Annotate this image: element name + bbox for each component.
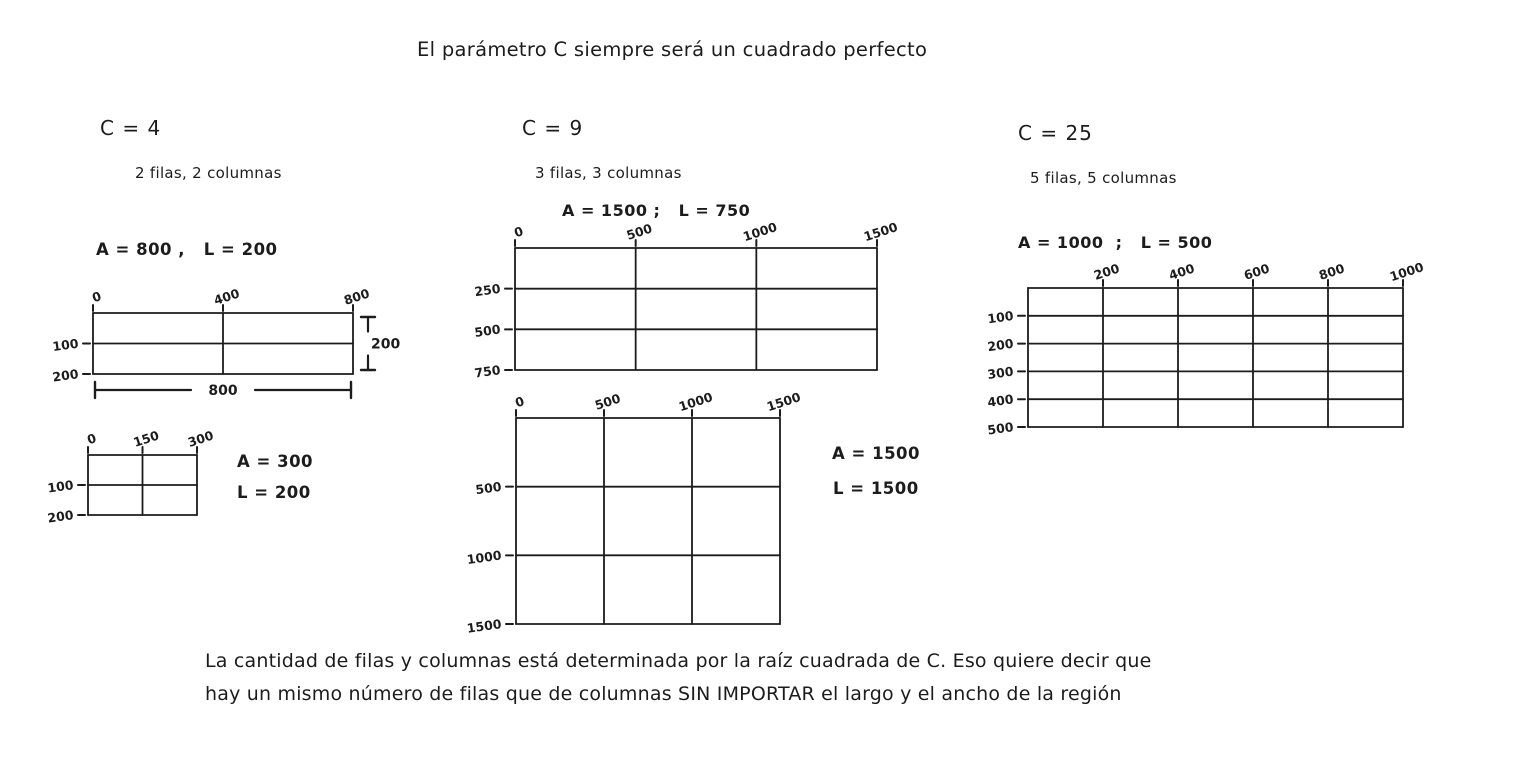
section-c4-params: A = 800 , L = 200 xyxy=(96,240,278,259)
grid-c25-main xyxy=(978,256,1453,477)
section-c4-heading: C = 4 xyxy=(100,116,162,140)
grid-svg xyxy=(38,423,247,565)
y-tick-label: 500 xyxy=(474,478,503,498)
x-tick-label: 150 xyxy=(131,427,161,450)
x-tick-label: 200 xyxy=(1091,260,1122,283)
x-tick-label: 1000 xyxy=(1387,259,1426,285)
section-c9-params: A = 1500 ; L = 750 xyxy=(562,201,751,220)
section-c25-params: A = 1000 ; L = 500 xyxy=(1018,233,1213,252)
y-tick-label: 200 xyxy=(986,335,1015,355)
y-tick-label: 1500 xyxy=(465,616,503,636)
width-dimension-label: 800 xyxy=(208,383,238,399)
grid-svg xyxy=(466,386,830,674)
grid-c9-bottom-area-label: A = 1500 xyxy=(832,444,921,463)
x-tick-label: 500 xyxy=(624,220,655,243)
grid-c4-small xyxy=(38,423,247,565)
footer-note xyxy=(205,645,1295,711)
section-c25-subheading: 5 filas, 5 columnas xyxy=(1030,169,1177,187)
grid-svg xyxy=(43,281,403,424)
x-tick-label: 1000 xyxy=(741,219,779,245)
y-tick-label: 100 xyxy=(51,335,80,355)
x-tick-label: 400 xyxy=(1166,260,1197,283)
section-c9-subheading: 3 filas, 3 columnas xyxy=(535,164,682,182)
footer-line-2: hay un mismo número de filas que de columnas SIN IMPORTAR el largo y el ancho de la región xyxy=(205,683,1122,705)
x-tick-label: 0 xyxy=(90,288,104,306)
x-tick-label: 400 xyxy=(211,285,242,308)
y-tick-label: 100 xyxy=(46,477,75,496)
main-title: El parámetro C siempre será un cuadrado perfecto xyxy=(417,38,928,61)
x-tick-label: 800 xyxy=(341,285,372,308)
grid-c4-small-length-label: L = 200 xyxy=(237,483,311,502)
y-tick-label: 400 xyxy=(986,391,1015,410)
x-tick-label: 0 xyxy=(512,223,526,241)
y-tick-label: 200 xyxy=(46,507,75,526)
y-tick-label: 300 xyxy=(986,363,1015,383)
x-tick-label: 0 xyxy=(513,393,527,411)
grid-c4-main xyxy=(43,281,403,424)
grid-c9-bottom-length-label: L = 1500 xyxy=(833,479,919,498)
grid-svg xyxy=(978,256,1453,477)
y-tick-label: 1000 xyxy=(465,547,503,568)
y-tick-label: 100 xyxy=(986,307,1015,327)
y-tick-label: 500 xyxy=(986,419,1015,438)
y-tick-label: 750 xyxy=(473,362,502,381)
grid-c9-bottom xyxy=(466,386,830,674)
x-tick-label: 500 xyxy=(592,390,623,413)
x-tick-label: 300 xyxy=(185,427,216,450)
x-tick-label: 800 xyxy=(1316,260,1347,283)
y-tick-label: 200 xyxy=(51,366,80,385)
section-c9-heading: C = 9 xyxy=(522,116,584,140)
x-tick-label: 1500 xyxy=(764,389,803,415)
y-tick-label: 250 xyxy=(473,280,502,300)
grid-c4-small-area-label: A = 300 xyxy=(237,452,314,471)
height-dimension-label: 200 xyxy=(371,336,401,353)
footer-line-1: La cantidad de filas y columnas está determinada por la raíz cuadrada de C. Eso quiere decir que xyxy=(205,650,1152,672)
y-tick-label: 500 xyxy=(473,321,502,340)
section-c25-heading: C = 25 xyxy=(1018,121,1093,145)
x-tick-label: 1000 xyxy=(676,389,715,415)
x-tick-label: 600 xyxy=(1241,260,1272,283)
x-tick-label: 0 xyxy=(85,430,99,448)
x-tick-label: 1500 xyxy=(861,219,900,245)
section-c4-subheading: 2 filas, 2 columnas xyxy=(135,164,282,182)
